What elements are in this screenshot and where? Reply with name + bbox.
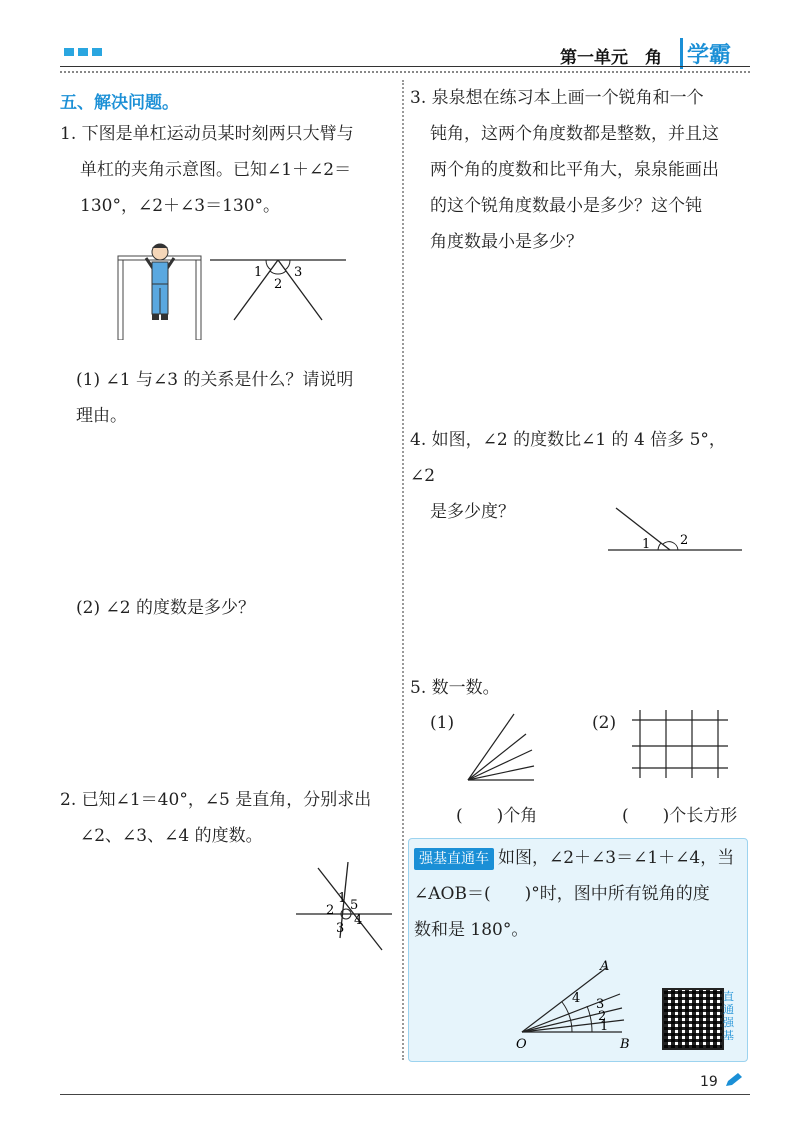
q3-line: 两个角的度数和比平角大，泉泉能画出 xyxy=(430,160,719,180)
angle-label: 1 xyxy=(600,1019,609,1034)
q5-part1-label: (1) xyxy=(430,713,455,733)
q5-answer-1: ( )个角 xyxy=(456,806,538,826)
angle-label: 5 xyxy=(350,898,359,913)
q2-angle-diagram xyxy=(296,862,396,952)
q1-angle-diagram xyxy=(210,250,350,330)
angle-label: 4 xyxy=(572,991,581,1006)
gymnast-figure xyxy=(110,240,210,340)
challenge-question xyxy=(414,840,744,948)
header-dotted-rule xyxy=(60,71,750,73)
angle-label: 3 xyxy=(294,265,303,280)
question-1 xyxy=(60,116,400,224)
challenge-line: ∠AOB＝( )°时，图中所有锐角的度 xyxy=(414,884,710,904)
qr-code[interactable] xyxy=(662,988,724,1050)
q1-line: 130°，∠2＋∠3＝130°。 xyxy=(80,196,281,216)
pencil-icon xyxy=(724,1072,744,1088)
point-label: O xyxy=(516,1037,527,1052)
q3-line: 角度数最小是多少？ xyxy=(430,232,583,252)
point-label: A xyxy=(600,959,610,974)
angle-label: 2 xyxy=(680,533,689,548)
q5-grid-figure xyxy=(630,710,730,780)
q4-angle-diagram xyxy=(604,500,744,556)
challenge-line xyxy=(414,840,744,876)
brand-logo: 学霸 xyxy=(680,38,731,69)
footer-rule xyxy=(60,1094,750,1095)
angle-label: 1 xyxy=(338,891,347,906)
challenge-line: 数和是 180°。 xyxy=(414,920,529,940)
angle-label: 1 xyxy=(254,265,263,280)
q1-subquestion-2: (2) ∠2 的度数是多少？ xyxy=(76,598,255,618)
challenge-text: 如图，∠2＋∠3＝∠1＋∠4，当 xyxy=(498,848,735,868)
point-label: B xyxy=(620,1037,630,1052)
q5-answer-2: ( )个长方形 xyxy=(622,806,738,826)
q1-sub1-line: 理由。 xyxy=(76,406,127,426)
q5-rays-figure xyxy=(464,712,536,784)
angle-label: 1 xyxy=(642,537,651,552)
angle-label: 2 xyxy=(274,277,283,292)
section-title: 五、解决问题。 xyxy=(60,93,179,113)
q3-line: 的这个锐角度数最小是多少？这个钝 xyxy=(430,196,702,216)
qr-label: 直通强基 xyxy=(723,990,734,1042)
header-rule xyxy=(60,66,750,67)
q1-subquestion-1 xyxy=(76,362,406,434)
q4-line: 4. 如图，∠2 的度数比∠1 的 4 倍多 5°，∠2 xyxy=(410,430,726,486)
column-divider xyxy=(402,80,404,1060)
q3-line: 3. 泉泉想在练习本上画一个锐角和一个 xyxy=(410,88,704,108)
page-number: 19 xyxy=(700,1074,718,1090)
q5-part2-label: (2) xyxy=(592,713,617,733)
challenge-tag: 强基直通车 xyxy=(414,848,494,870)
angle-label: 2 xyxy=(598,1009,607,1024)
q4-line: 是多少度？ xyxy=(430,502,515,522)
angle-label: 3 xyxy=(336,921,345,936)
q3-line: 钝角，这两个角度数都是整数，并且这 xyxy=(430,124,719,144)
challenge-angle-diagram xyxy=(512,958,642,1052)
header-decoration xyxy=(64,48,102,56)
question-3 xyxy=(410,80,750,260)
angle-label: 3 xyxy=(596,997,605,1012)
angle-label: 4 xyxy=(354,913,363,928)
q1-line: 1. 下图是单杠运动员某时刻两只大臂与 xyxy=(60,124,354,144)
q1-line: 单杠的夹角示意图。已知∠1＋∠2＝ xyxy=(80,160,352,180)
q2-line: ∠2、∠3、∠4 的度数。 xyxy=(80,826,263,846)
unit-title: 第一单元 角 xyxy=(560,48,662,68)
q1-sub1-line: (1) ∠1 与∠3 的关系是什么？请说明 xyxy=(76,370,354,390)
question-5-title: 5. 数一数。 xyxy=(410,678,500,698)
q2-line: 2. 已知∠1＝40°，∠5 是直角，分别求出 xyxy=(60,790,372,810)
question-2 xyxy=(60,782,400,854)
angle-label: 2 xyxy=(326,903,335,918)
